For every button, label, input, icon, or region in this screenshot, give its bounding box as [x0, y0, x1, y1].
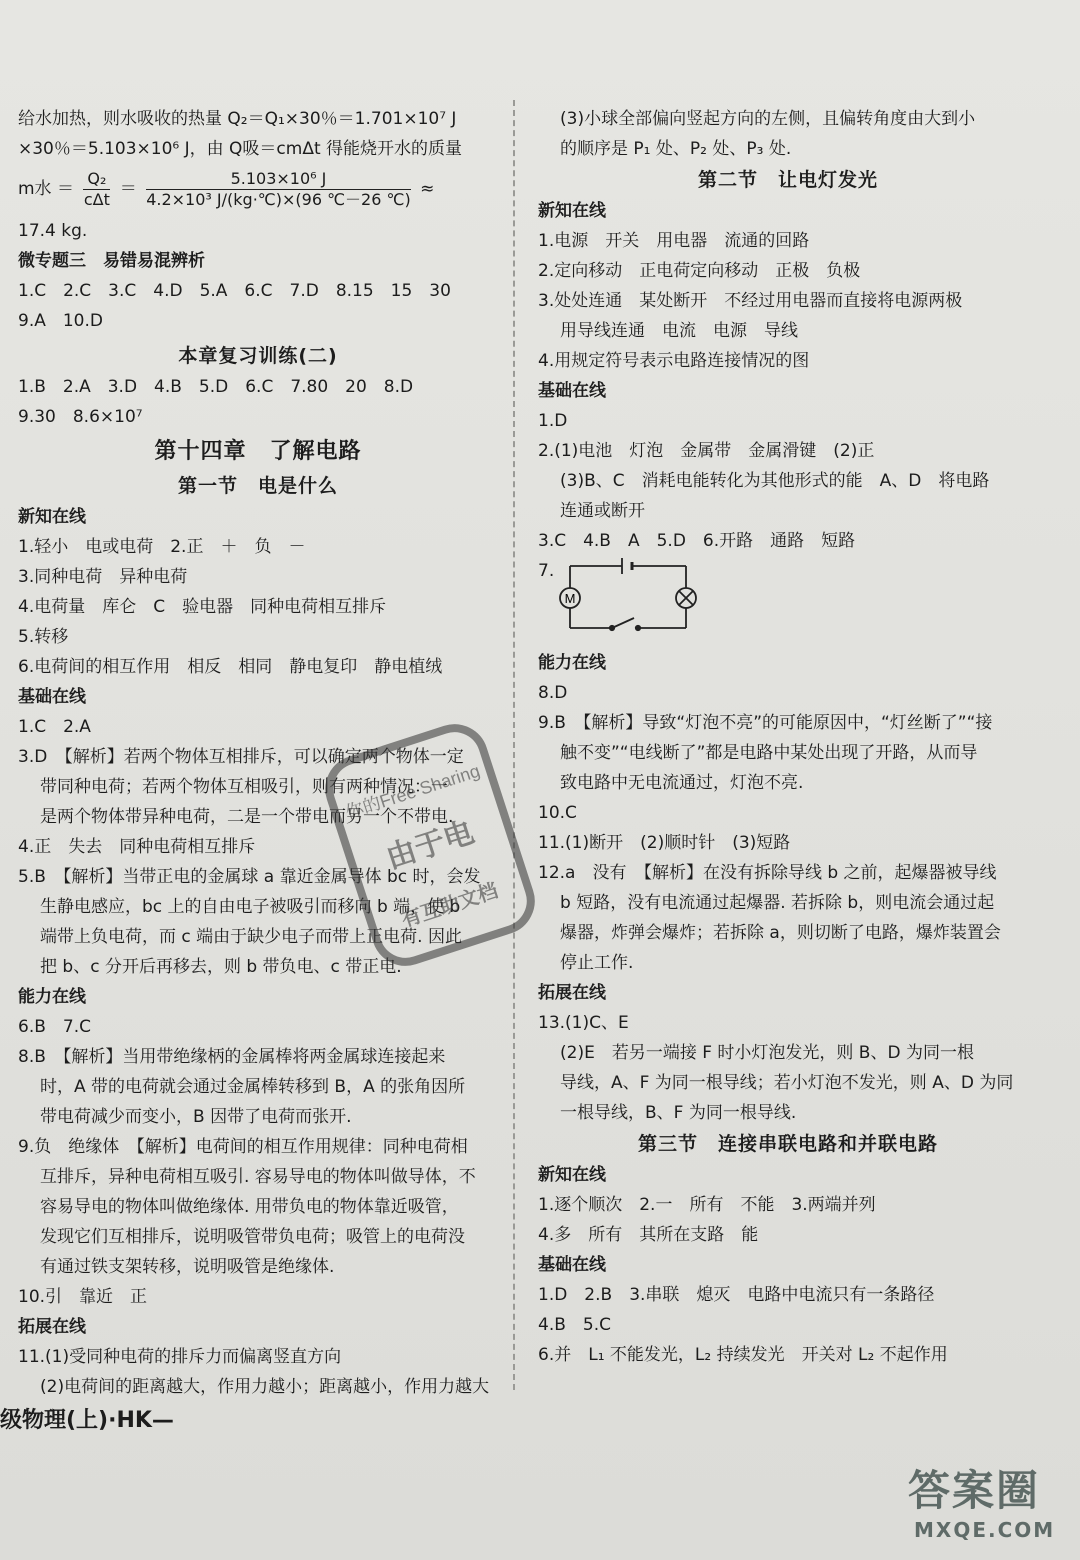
answer-line: 9.30 8.6×10⁷ [18, 407, 143, 427]
answer-line: 把 b、c 分开后再移去，则 b 带负电、c 带正电. [40, 957, 402, 977]
answer-line: 11.(1)受同种电荷的排斥力而偏离竖直方向 [18, 1347, 342, 1367]
answer-line: 是两个物体带异种电荷，二是一个带电而另一个不带电. [40, 807, 454, 827]
subsection-heading: 新知在线 [18, 507, 86, 527]
site-logo [908, 1458, 1068, 1548]
answer-line: 6.并 L₁ 不能发光，L₂ 持续发光 开关对 L₂ 不起作用 [538, 1345, 948, 1365]
watermark-text: 由于电 [381, 814, 479, 877]
answer-line: (2)电荷间的距离越大，作用力越小；距离越小，作用力越大 [40, 1377, 490, 1397]
approx-sign: ≈ [420, 179, 435, 199]
answer-line: 9.A 10.D [18, 311, 103, 331]
motor-label: M [564, 591, 576, 606]
answer-line: 4.多 所有 其所在支路 能 [538, 1225, 759, 1245]
answer-line: 1.C 2.A [18, 717, 91, 737]
fraction-numerator: 5.103×10⁶ J [146, 169, 411, 190]
answer-line: 9.B 【解析】导致“灯泡不亮”的可能原因中，“灯丝断了”“接 [538, 713, 993, 733]
answer-line: 6.电荷间的相互作用 相反 相同 静电复印 静电植绒 [18, 657, 443, 677]
section-heading: 微专题三 易错易混辨析 [18, 251, 205, 271]
section-title: 第一节 电是什么 [177, 475, 338, 497]
answer-line: 爆器，炸弹会爆炸；若拆除 a，则切断了电路，爆炸装置会 [560, 923, 1001, 943]
answer-line: 1.电源 开关 用电器 流通的回路 [538, 231, 810, 251]
fraction-denominator: 4.2×10³ J/(kg·℃)×(96 ℃－26 ℃) [146, 189, 411, 209]
answer-line: 4.用规定符号表示电路连接情况的图 [538, 351, 810, 371]
subsection-heading: 新知在线 [538, 1165, 606, 1185]
answer-line: 容易导电的物体叫做绝缘体. 用带负电的物体靠近吸管， [40, 1197, 459, 1217]
fraction [146, 169, 411, 210]
answer-line: 导线，A、F 为同一根导线；若小灯泡不发光，则 A、D 为同 [560, 1073, 1014, 1093]
answer-line: 9.负 绝缘体 【解析】电荷间的相互作用规律：同种电荷相 [18, 1137, 468, 1157]
answer-line: 用导线连通 电流 电源 导线 [560, 321, 798, 341]
answer-line: 带电荷减少而变小，B 因带了电荷而张开. [40, 1107, 352, 1127]
circuit-answer [538, 556, 1038, 648]
battery-icon [622, 558, 632, 574]
answer-line: 1.B 2.A 3.D 4.B 5.D 6.C 7.80 20 8.D [18, 377, 414, 397]
answer-line: 10.引 靠近 正 [18, 1287, 148, 1307]
formula-lhs: m水 ＝ [18, 179, 74, 199]
page-footer: 级物理(上)·HK— [0, 1408, 174, 1433]
answer-line: 8.D [538, 683, 568, 703]
answer-line: 8.B 【解析】当用带绝缘柄的金属棒将两金属球连接起来 [18, 1047, 446, 1067]
equals-sign: ＝ [119, 179, 137, 199]
answer-line: 一根导线，B、F 为同一根导线. [560, 1103, 797, 1123]
answer-line: 3.D 【解析】若两个物体互相排斥，可以确定两个物体一定 [18, 747, 464, 767]
answer-line: (3)小球全部偏向竖起方向的左侧，且偏转角度由大到小 [560, 109, 976, 129]
text-line: 17.4 kg. [18, 221, 88, 241]
subsection-heading: 拓展在线 [18, 1317, 86, 1337]
answer-line: 1.逐个顺次 2.一 所有 不能 3.两端并列 [538, 1195, 876, 1215]
chapter-title: 第十四章 了解电路 [154, 439, 362, 464]
answer-line: (3)B、C 消耗电能转化为其他形式的能 A、D 将电路 [560, 471, 990, 491]
column-divider [513, 100, 515, 1390]
answer-line: b 短路，没有电流通过起爆器. 若拆除 b，则电流会通过起 [560, 893, 995, 913]
answer-line: 13.(1)C、E [538, 1013, 629, 1033]
answer-line: 有通过铁支架转移，说明吸管是绝缘体. [40, 1257, 335, 1277]
answer-line: 停止工作. [560, 953, 634, 973]
answer-line: 触不变”“电线断了”都是电路中某处出现了开路，从而导 [560, 743, 978, 763]
watermark-text: 你的Free Sharing [343, 760, 483, 823]
subsection-heading: 能力在线 [538, 653, 606, 673]
answer-line: 6.B 7.C [18, 1017, 91, 1037]
answer-line: 发现它们互相排斥，说明吸管带负电荷；吸管上的电荷没 [40, 1227, 465, 1247]
answer-line: 时，A 带的电荷就会通过金属棒转移到 B，A 的张角因所 [40, 1077, 466, 1097]
subsection-heading: 能力在线 [18, 987, 86, 1007]
answer-line: 生静电感应，bc 上的自由电子被吸引而移向 b 端，使 b [40, 897, 461, 917]
subsection-heading: 基础在线 [538, 1255, 606, 1275]
section-title: 第三节 连接串联电路和并联电路 [637, 1133, 938, 1155]
question-number: 7. [538, 561, 555, 581]
right-column [538, 104, 1038, 1370]
answer-line: 1.C 2.C 3.C 4.D 5.A 6.C 7.D 8.15 15 30 [18, 281, 451, 301]
answer-line: 4.正 失去 同种电荷相互排斥 [18, 837, 256, 857]
answer-line: 连通或断开 [560, 501, 645, 521]
text-line: ×30％＝5.103×10⁶ J，由 Q吸＝cmΔt 得能烧开水的质量 [18, 139, 463, 159]
answer-line: 3.C 4.B A 5.D 6.开路 通路 短路 [538, 531, 856, 551]
fraction-denominator: cΔt [83, 189, 110, 209]
answer-line: 5.转移 [18, 627, 69, 647]
answer-line: 1.D [538, 411, 568, 431]
answer-line: 3.处处连通 某处断开 不经过用电器而直接将电源两极 [538, 291, 963, 311]
answer-line: 11.(1)断开 (2)顺时针 (3)短路 [538, 833, 791, 853]
answer-line: 4.B 5.C [538, 1315, 611, 1335]
answer-line: 1.轻小 电或电荷 2.正 ＋ 负 － [18, 537, 306, 557]
answer-line: 3.同种电荷 异种电荷 [18, 567, 188, 587]
fraction [83, 169, 110, 210]
formula-line [18, 164, 498, 216]
motor-icon [560, 588, 580, 608]
answer-line: 端带上负电荷，而 c 端由于缺少电子而带上正电荷. 因此 [40, 927, 462, 947]
section-title: 本章复习训练(二) [178, 345, 338, 367]
logo-url: MXQE.COM [914, 1518, 1056, 1542]
answer-line: 2.(1)电池 灯泡 金属带 金属滑键 (2)正 [538, 441, 875, 461]
subsection-heading: 新知在线 [538, 201, 606, 221]
lamp-icon [676, 588, 696, 608]
logo-text: 答案圈 [908, 1466, 1041, 1515]
answer-line: (2)E 若另一端接 F 时小灯泡发光，则 B、D 为同一根 [560, 1043, 974, 1063]
answer-line: 带同种电荷；若两个物体互相吸引，则有两种情况：一 [40, 777, 448, 797]
switch-icon [610, 618, 640, 630]
answer-line: 5.B 【解析】当带正电的金属球 a 靠近金属导体 bc 时，会发 [18, 867, 481, 887]
fraction-numerator: Q₂ [83, 169, 110, 190]
answer-line: 10.C [538, 803, 577, 823]
answer-line: 12.a 没有 【解析】在没有拆除导线 b 之前，起爆器被导线 [538, 863, 997, 883]
subsection-heading: 基础在线 [538, 381, 606, 401]
circuit-diagram [558, 556, 708, 648]
watermark-text: 有互助文档 [398, 878, 501, 932]
answer-line: 互排斥，异种电荷相互吸引. 容易导电的物体叫做导体，不 [40, 1167, 476, 1187]
subsection-heading: 基础在线 [18, 687, 86, 707]
section-title: 第二节 让电灯发光 [697, 169, 878, 191]
answer-line: 2.定向移动 正电荷定向移动 正极 负极 [538, 261, 861, 281]
answer-line: 1.D 2.B 3.串联 熄灭 电路中电流只有一条路径 [538, 1285, 935, 1305]
subsection-heading: 拓展在线 [538, 983, 606, 1003]
text-line: 给水加热，则水吸收的热量 Q₂＝Q₁×30％＝1.701×10⁷ J [18, 109, 457, 129]
answer-line: 致电路中无电流通过，灯泡不亮. [560, 773, 804, 793]
answer-line: 的顺序是 P₁ 处、P₂ 处、P₃ 处. [560, 139, 792, 159]
answer-line: 4.电荷量 库仑 C 验电器 同种电荷相互排斥 [18, 597, 387, 617]
